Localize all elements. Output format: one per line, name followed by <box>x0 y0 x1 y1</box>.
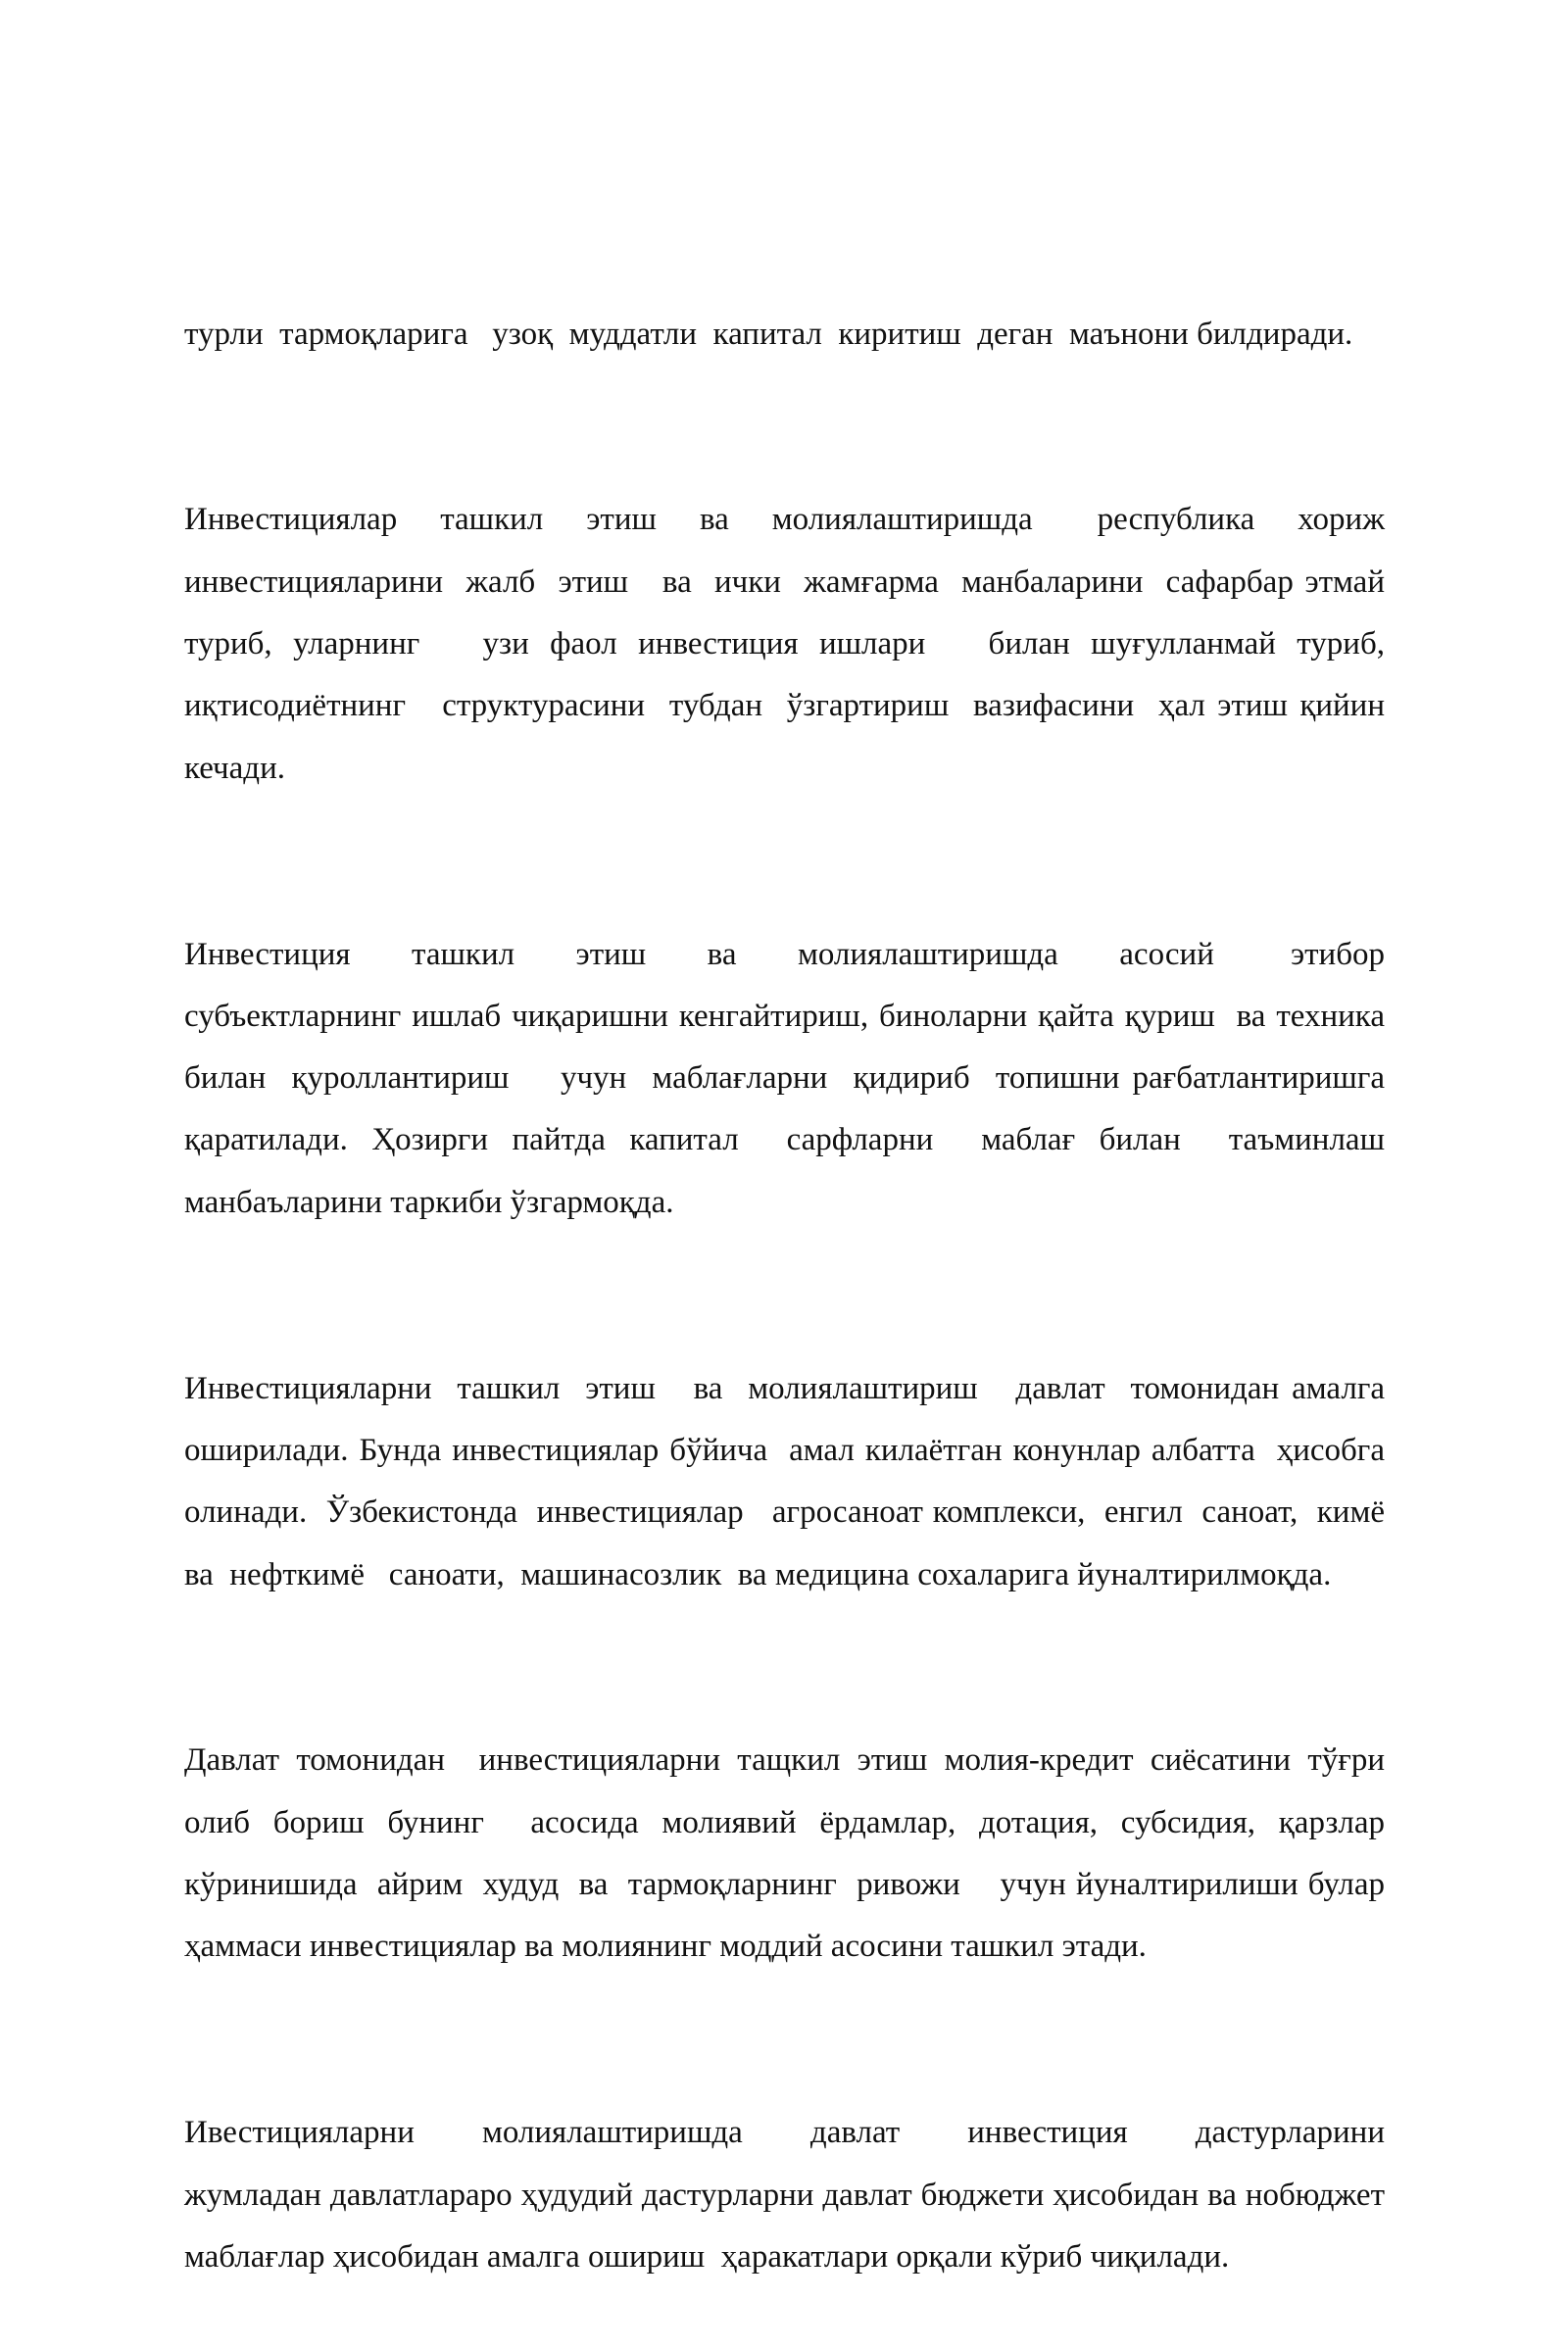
paragraph-3: Инвестиция ташкил этиш ва молиялаштиришда асосий этибор субъектларнинг ишлаб чиқаришни кенгайтириш, биноларни қайта қуриш ва техника билан қуроллантириш учун маблағларни қидириб топишни рағбатлантиришга қаратилади. Ҳозирги пайтда капитал сарфларни маблағ билан таъминлаш манбаъларини таркиби ўзгармоқда. <box>184 936 1401 1220</box>
document-body <box>184 179 1409 2350</box>
paragraph-4: Инвестицияларни ташкил этиш ва молиялаштириш давлат томонидан амалга оширилади. Бунда инвестициялар бўйича амал килаётган конунлар албатта ҳисобга олинади. Ўзбекистонда инвестициялар агросаноат комплекси, енгил саноат, кимё ва нефткимё саноати, машинасозлик ва медицина сохаларига йуналтирилмоқда. <box>184 1370 1409 1592</box>
paragraph-5: Давлат томонидан инвестицияларни тащкил этиш молия-кредит сиёсатини тўғри олиб бориш бунинг асосида молиявий ёрдамлар, дотация, субсидия, қарзлар кўринишида айрим худуд ва тармоқларнинг ривожи учун йуналтирилиши булар ҳаммаси инвестициялар ва молиянинг моддий асосини ташкил этади. <box>184 1742 1401 1965</box>
paragraph-2: Инвестициялар ташкил этиш ва молиялаштиришда республика хориж инвестицияларини жалб этиш ва ички жамғарма манбаларини сафарбар этмай туриб, уларнинг узи фаол инвестиция ишлари билан шуғулланмай туриб, иқтисодиётнинг структурасини тубдан ўзгартириш вазифасини ҳал этиш қийин кечади. <box>184 502 1409 786</box>
paragraph-1: турли тармоқларига узоқ муддатли капитал киритиш деган маънони билдиради. <box>184 316 1353 352</box>
paragraph-6: Ивестицияларни молиялаштиришда давлат инвестиция дастурларини жумладан давлатлараро ҳудудий дастурларни давлат бюджети ҳисобидан ва нобюджет маблағлар ҳисобидан амалга ошириш ҳаракатлари орқали кўриб чиқилади. <box>184 2115 1394 2275</box>
